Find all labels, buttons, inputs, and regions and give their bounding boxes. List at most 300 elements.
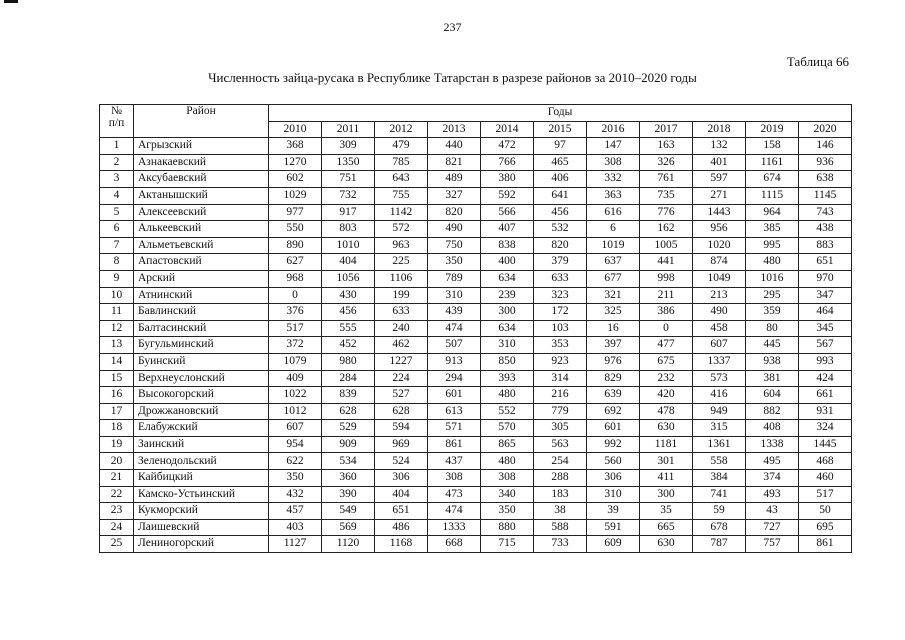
district-name: Балтасинский: [134, 320, 269, 337]
count-cell: 517: [269, 320, 322, 337]
count-cell: 638: [799, 171, 852, 188]
count-cell: 489: [428, 171, 481, 188]
count-cell: 570: [481, 420, 534, 437]
count-cell: 486: [375, 519, 428, 536]
count-cell: 1012: [269, 403, 322, 420]
count-cell: 1016: [746, 270, 799, 287]
count-cell: 665: [640, 519, 693, 536]
count-cell: 1049: [693, 270, 746, 287]
district-name: Альметьевский: [134, 237, 269, 254]
district-name: Камско-Устьинский: [134, 486, 269, 503]
count-cell: 594: [375, 420, 428, 437]
count-cell: 992: [587, 436, 640, 453]
count-cell: 1181: [640, 436, 693, 453]
count-cell: 472: [481, 138, 534, 155]
count-cell: 633: [534, 270, 587, 287]
table-body: [100, 138, 852, 553]
count-cell: 59: [693, 503, 746, 520]
count-cell: 1443: [693, 204, 746, 221]
count-cell: 495: [746, 453, 799, 470]
table-row: [100, 486, 852, 503]
count-cell: 404: [375, 486, 428, 503]
count-cell: 445: [746, 337, 799, 354]
count-cell: 532: [534, 221, 587, 238]
count-cell: 733: [534, 536, 587, 553]
count-cell: 305: [534, 420, 587, 437]
count-cell: 1333: [428, 519, 481, 536]
count-cell: 315: [693, 420, 746, 437]
count-cell: 695: [799, 519, 852, 536]
row-number: 14: [100, 353, 134, 370]
district-name: Верхнеуслонский: [134, 370, 269, 387]
count-cell: 874: [693, 254, 746, 271]
table-row: [100, 453, 852, 470]
row-number: 15: [100, 370, 134, 387]
count-cell: 163: [640, 138, 693, 155]
count-cell: 1270: [269, 154, 322, 171]
count-cell: 970: [799, 270, 852, 287]
count-cell: 360: [322, 470, 375, 487]
count-cell: 473: [428, 486, 481, 503]
count-cell: 630: [640, 536, 693, 553]
district-name: Арский: [134, 270, 269, 287]
row-number: 18: [100, 420, 134, 437]
count-cell: 715: [481, 536, 534, 553]
year-header: 2016: [587, 121, 640, 138]
count-cell: 601: [587, 420, 640, 437]
count-cell: 634: [481, 270, 534, 287]
count-cell: 308: [587, 154, 640, 171]
count-cell: 1079: [269, 353, 322, 370]
count-cell: 820: [428, 204, 481, 221]
district-name: Елабужский: [134, 420, 269, 437]
count-cell: 146: [799, 138, 852, 155]
table-row: [100, 320, 852, 337]
count-cell: 374: [746, 470, 799, 487]
district-name: Лениногорский: [134, 536, 269, 553]
count-cell: 1020: [693, 237, 746, 254]
count-cell: 420: [640, 387, 693, 404]
district-name: Актанышский: [134, 187, 269, 204]
count-cell: 490: [693, 304, 746, 321]
table-row: [100, 221, 852, 238]
count-cell: 668: [428, 536, 481, 553]
district-name: Алькеевский: [134, 221, 269, 238]
count-cell: 750: [428, 237, 481, 254]
count-cell: 569: [322, 519, 375, 536]
district-name: Дрожжановский: [134, 403, 269, 420]
count-cell: 400: [481, 254, 534, 271]
count-cell: 411: [640, 470, 693, 487]
district-name: Апастовский: [134, 254, 269, 271]
count-cell: 850: [481, 353, 534, 370]
count-cell: 998: [640, 270, 693, 287]
count-cell: 324: [799, 420, 852, 437]
count-cell: 363: [587, 187, 640, 204]
count-cell: 838: [481, 237, 534, 254]
table-row: [100, 204, 852, 221]
count-cell: 527: [375, 387, 428, 404]
count-cell: 240: [375, 320, 428, 337]
year-header: 2020: [799, 121, 852, 138]
count-cell: 390: [322, 486, 375, 503]
count-cell: 6: [587, 221, 640, 238]
count-cell: 588: [534, 519, 587, 536]
count-cell: 468: [799, 453, 852, 470]
count-cell: 622: [269, 453, 322, 470]
corner-mark: [4, 0, 18, 3]
count-cell: 424: [799, 370, 852, 387]
table-row: [100, 138, 852, 155]
count-cell: 1127: [269, 536, 322, 553]
header-number-line2: п/п: [108, 116, 125, 129]
year-header: 2019: [746, 121, 799, 138]
count-cell: 803: [322, 221, 375, 238]
count-cell: 359: [746, 304, 799, 321]
count-cell: 386: [640, 304, 693, 321]
count-cell: 977: [269, 204, 322, 221]
count-cell: 321: [587, 287, 640, 304]
row-number: 9: [100, 270, 134, 287]
count-cell: 232: [640, 370, 693, 387]
count-cell: 301: [640, 453, 693, 470]
year-header: 2017: [640, 121, 693, 138]
count-cell: 216: [534, 387, 587, 404]
count-cell: 310: [587, 486, 640, 503]
count-cell: 397: [587, 337, 640, 354]
count-cell: 785: [375, 154, 428, 171]
count-cell: 50: [799, 503, 852, 520]
count-cell: 438: [799, 221, 852, 238]
count-cell: 820: [534, 237, 587, 254]
row-number: 25: [100, 536, 134, 553]
count-cell: 643: [375, 171, 428, 188]
count-cell: 16: [587, 320, 640, 337]
count-cell: 560: [587, 453, 640, 470]
count-cell: 727: [746, 519, 799, 536]
count-cell: 628: [375, 403, 428, 420]
count-cell: 384: [693, 470, 746, 487]
count-cell: 464: [799, 304, 852, 321]
count-cell: 147: [587, 138, 640, 155]
count-cell: 880: [481, 519, 534, 536]
district-name: Азнакаевский: [134, 154, 269, 171]
count-cell: 493: [746, 486, 799, 503]
year-header: 2014: [481, 121, 534, 138]
count-cell: 456: [322, 304, 375, 321]
count-cell: 452: [322, 337, 375, 354]
count-cell: 954: [269, 436, 322, 453]
count-cell: 39: [587, 503, 640, 520]
count-cell: 1106: [375, 270, 428, 287]
count-cell: 1142: [375, 204, 428, 221]
count-cell: 789: [428, 270, 481, 287]
count-cell: 310: [428, 287, 481, 304]
table-row: [100, 254, 852, 271]
table-row: [100, 304, 852, 321]
count-cell: 456: [534, 204, 587, 221]
table-row: [100, 337, 852, 354]
count-cell: 963: [375, 237, 428, 254]
count-cell: 310: [481, 337, 534, 354]
count-cell: 103: [534, 320, 587, 337]
count-cell: 465: [534, 154, 587, 171]
count-cell: 372: [269, 337, 322, 354]
count-cell: 678: [693, 519, 746, 536]
count-cell: 529: [322, 420, 375, 437]
district-name: Кукморский: [134, 503, 269, 520]
count-cell: 592: [481, 187, 534, 204]
count-cell: 353: [534, 337, 587, 354]
count-cell: 294: [428, 370, 481, 387]
count-cell: 602: [269, 171, 322, 188]
district-name: Буинский: [134, 353, 269, 370]
count-cell: 766: [481, 154, 534, 171]
count-cell: 211: [640, 287, 693, 304]
table-row: [100, 387, 852, 404]
count-cell: 821: [428, 154, 481, 171]
count-cell: 591: [587, 519, 640, 536]
count-cell: 931: [799, 403, 852, 420]
row-number: 21: [100, 470, 134, 487]
count-cell: 458: [693, 320, 746, 337]
row-number: 3: [100, 171, 134, 188]
count-cell: 936: [799, 154, 852, 171]
count-cell: 692: [587, 403, 640, 420]
count-cell: 225: [375, 254, 428, 271]
count-cell: 350: [481, 503, 534, 520]
count-cell: 661: [799, 387, 852, 404]
count-cell: 0: [640, 320, 693, 337]
count-cell: 35: [640, 503, 693, 520]
row-number: 10: [100, 287, 134, 304]
count-cell: 571: [428, 420, 481, 437]
hare-population-table: [99, 104, 852, 553]
count-cell: 477: [640, 337, 693, 354]
count-cell: 980: [322, 353, 375, 370]
count-cell: 326: [640, 154, 693, 171]
count-cell: 779: [534, 403, 587, 420]
count-cell: 132: [693, 138, 746, 155]
count-cell: 969: [375, 436, 428, 453]
count-cell: 938: [746, 353, 799, 370]
count-cell: 993: [799, 353, 852, 370]
count-cell: 213: [693, 287, 746, 304]
count-cell: 480: [481, 453, 534, 470]
table-row: [100, 536, 852, 553]
count-cell: 393: [481, 370, 534, 387]
count-cell: 480: [481, 387, 534, 404]
row-number: 4: [100, 187, 134, 204]
count-cell: 379: [534, 254, 587, 271]
row-number: 13: [100, 337, 134, 354]
table-row: [100, 187, 852, 204]
year-header: 2010: [269, 121, 322, 138]
count-cell: 406: [534, 171, 587, 188]
row-number: 5: [100, 204, 134, 221]
count-cell: 172: [534, 304, 587, 321]
count-cell: 651: [799, 254, 852, 271]
count-cell: 651: [375, 503, 428, 520]
row-number: 19: [100, 436, 134, 453]
count-cell: 776: [640, 204, 693, 221]
count-cell: 641: [534, 187, 587, 204]
header-district: Район: [134, 105, 269, 138]
count-cell: 613: [428, 403, 481, 420]
count-cell: 306: [587, 470, 640, 487]
count-cell: 637: [587, 254, 640, 271]
row-number: 11: [100, 304, 134, 321]
count-cell: 1145: [799, 187, 852, 204]
count-cell: 949: [693, 403, 746, 420]
count-cell: 224: [375, 370, 428, 387]
count-cell: 627: [269, 254, 322, 271]
district-name: Алексеевский: [134, 204, 269, 221]
count-cell: 1115: [746, 187, 799, 204]
count-cell: 751: [322, 171, 375, 188]
count-cell: 1445: [799, 436, 852, 453]
count-cell: 409: [269, 370, 322, 387]
count-cell: 572: [375, 221, 428, 238]
count-cell: 97: [534, 138, 587, 155]
count-cell: 439: [428, 304, 481, 321]
count-cell: 457: [269, 503, 322, 520]
table-row: [100, 353, 852, 370]
count-cell: 976: [587, 353, 640, 370]
count-cell: 787: [693, 536, 746, 553]
table-row: [100, 436, 852, 453]
count-cell: 1350: [322, 154, 375, 171]
count-cell: 1361: [693, 436, 746, 453]
count-cell: 1338: [746, 436, 799, 453]
count-cell: 616: [587, 204, 640, 221]
table-row: [100, 171, 852, 188]
count-cell: 563: [534, 436, 587, 453]
count-cell: 917: [322, 204, 375, 221]
count-cell: 968: [269, 270, 322, 287]
header-years: Годы: [269, 105, 852, 122]
count-cell: 254: [534, 453, 587, 470]
row-number: 22: [100, 486, 134, 503]
table-row: [100, 519, 852, 536]
count-cell: 567: [799, 337, 852, 354]
row-number: 24: [100, 519, 134, 536]
district-name: Зеленодольский: [134, 453, 269, 470]
count-cell: 199: [375, 287, 428, 304]
count-cell: 437: [428, 453, 481, 470]
row-number: 6: [100, 221, 134, 238]
count-cell: 368: [269, 138, 322, 155]
count-cell: 295: [746, 287, 799, 304]
count-cell: 462: [375, 337, 428, 354]
count-cell: 634: [481, 320, 534, 337]
count-cell: 345: [799, 320, 852, 337]
count-cell: 517: [799, 486, 852, 503]
row-number: 17: [100, 403, 134, 420]
count-cell: 478: [640, 403, 693, 420]
count-cell: 829: [587, 370, 640, 387]
district-name: Бавлинский: [134, 304, 269, 321]
count-cell: 80: [746, 320, 799, 337]
count-cell: 913: [428, 353, 481, 370]
count-cell: 861: [799, 536, 852, 553]
row-number: 7: [100, 237, 134, 254]
count-cell: 743: [799, 204, 852, 221]
count-cell: 332: [587, 171, 640, 188]
count-cell: 479: [375, 138, 428, 155]
count-cell: 327: [428, 187, 481, 204]
count-cell: 1168: [375, 536, 428, 553]
count-cell: 340: [481, 486, 534, 503]
count-cell: 1227: [375, 353, 428, 370]
header-number-line1: №: [111, 105, 122, 117]
count-cell: 1022: [269, 387, 322, 404]
count-cell: 573: [693, 370, 746, 387]
count-cell: 347: [799, 287, 852, 304]
table-row: [100, 403, 852, 420]
district-name: Высокогорский: [134, 387, 269, 404]
table-row: [100, 503, 852, 520]
count-cell: 385: [746, 221, 799, 238]
count-cell: 566: [481, 204, 534, 221]
year-header: 2011: [322, 121, 375, 138]
count-cell: 325: [587, 304, 640, 321]
count-cell: 639: [587, 387, 640, 404]
district-name: Лаишевский: [134, 519, 269, 536]
count-cell: 909: [322, 436, 375, 453]
count-cell: 601: [428, 387, 481, 404]
count-cell: 271: [693, 187, 746, 204]
count-cell: 956: [693, 221, 746, 238]
header-row-1: [100, 105, 852, 122]
count-cell: 480: [746, 254, 799, 271]
table-row: [100, 287, 852, 304]
count-cell: 630: [640, 420, 693, 437]
count-cell: 865: [481, 436, 534, 453]
count-cell: 675: [640, 353, 693, 370]
row-number: 1: [100, 138, 134, 155]
year-header: 2012: [375, 121, 428, 138]
count-cell: 404: [322, 254, 375, 271]
count-cell: 323: [534, 287, 587, 304]
count-cell: 403: [269, 519, 322, 536]
page-number: 237: [443, 20, 462, 34]
count-cell: 607: [269, 420, 322, 437]
count-cell: 861: [428, 436, 481, 453]
count-cell: 308: [481, 470, 534, 487]
count-cell: 239: [481, 287, 534, 304]
count-cell: 474: [428, 503, 481, 520]
count-cell: 534: [322, 453, 375, 470]
row-number: 20: [100, 453, 134, 470]
row-number: 2: [100, 154, 134, 171]
count-cell: 839: [322, 387, 375, 404]
count-cell: 0: [269, 287, 322, 304]
document-title: Численность зайца-русака в Республике Татарстан в разрезе районов за 2010–2020 годы: [208, 70, 697, 85]
count-cell: 284: [322, 370, 375, 387]
count-cell: 604: [746, 387, 799, 404]
count-cell: 628: [322, 403, 375, 420]
count-cell: 401: [693, 154, 746, 171]
count-cell: 460: [799, 470, 852, 487]
count-cell: 923: [534, 353, 587, 370]
count-cell: 474: [428, 320, 481, 337]
district-name: Агрызский: [134, 138, 269, 155]
count-cell: 380: [481, 171, 534, 188]
count-cell: 1161: [746, 154, 799, 171]
count-cell: 43: [746, 503, 799, 520]
count-cell: 407: [481, 221, 534, 238]
